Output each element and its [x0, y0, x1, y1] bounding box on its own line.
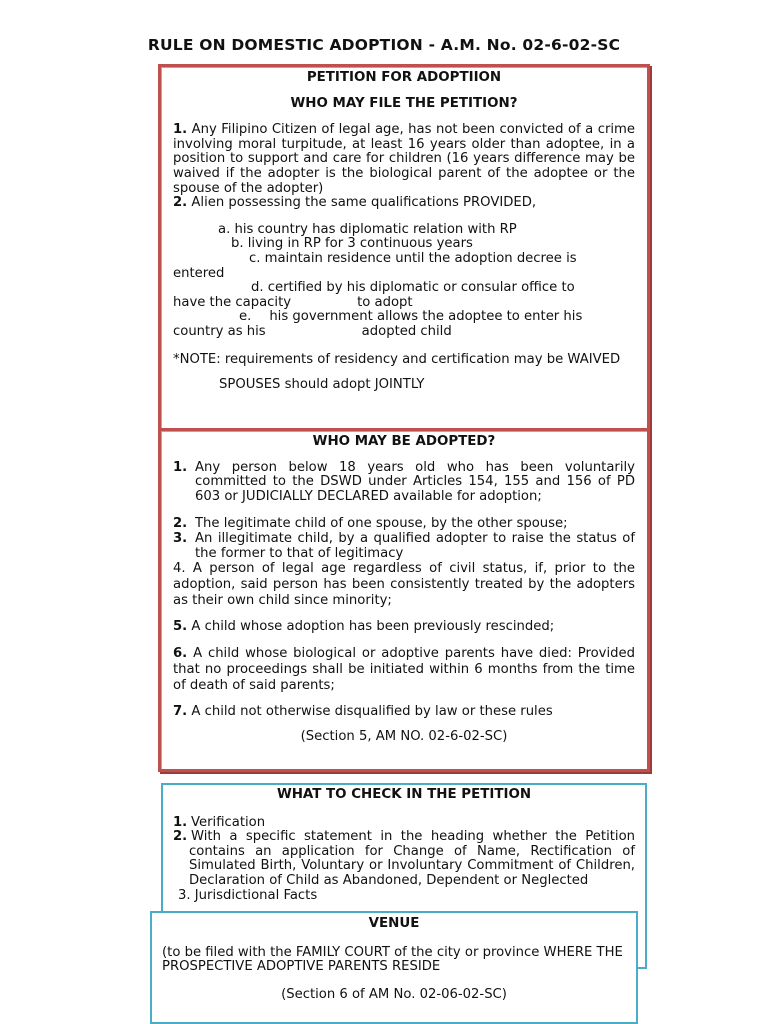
condition-e — [173, 310, 635, 325]
who-may-be-adopted-heading: WHO MAY BE ADOPTED? — [312, 434, 496, 449]
condition-e-part2: adopted child — [361, 323, 452, 339]
condition-c-cont: entered — [173, 265, 225, 281]
item-number: 2. — [173, 516, 188, 532]
petition-box — [158, 64, 650, 432]
adopted-item-4: 4. A person of legal age regardless of civil status, if, prior to the adoption, said person has been consistently treated by the adopters as their own child since minority; — [173, 561, 635, 609]
spouses-note: SPOUSES should adopt JOINTLY — [219, 376, 425, 392]
item-number: 2. — [173, 195, 188, 211]
condition-e-text: his government allows the adoptee to enter his — [269, 309, 583, 325]
item-text: A child whose adoption has been previously rescinded; — [191, 619, 555, 635]
item-text: Any person below 18 years old who has been voluntarily committed to the DSWD under Articles 154, 155 and 156 of PD 603 or JUDICIALLY DECLARED available for adoption; — [195, 459, 635, 504]
who-may-be-adopted-box — [158, 428, 650, 772]
petition-item-2 — [173, 196, 635, 211]
item-text: An illegitimate child, by a qualified adopter to raise the status of the former to that of legitimacy — [195, 530, 635, 561]
who-may-file-heading: WHO MAY FILE THE PETITION? — [290, 95, 518, 111]
adopted-item-5 — [173, 620, 635, 635]
condition-d-part1: have the capacity — [173, 294, 292, 310]
condition-c: c. maintain residence until the adoption decree is — [249, 250, 577, 266]
venue-box — [150, 911, 638, 1024]
condition-a: a. his country has diplomatic relation with RP — [218, 221, 517, 237]
venue-heading: VENUE — [368, 916, 420, 931]
condition-d-part2: to adopt — [357, 294, 413, 310]
item-number: 1. — [173, 122, 188, 138]
section-5-citation: (Section 5, AM NO. 02-6-02-SC) — [300, 729, 508, 745]
item-number: 3. — [173, 530, 188, 546]
item-text: Any Filipino Citizen of legal age, has not been convicted of a crime involving moral turpitude, at least 16 years older than adoptee, in a position to support and care for children (16 years difference may be waived if the adopter is the biological parent of the adoptee or the spouse of the adopter) — [173, 122, 635, 196]
condition-e-letter: e. — [239, 309, 252, 325]
section-6-citation: (Section 6 of AM No. 02-06-02-SC) — [281, 986, 507, 1002]
adopted-item-2 — [173, 517, 635, 532]
check-item-3: 3. Jurisdictional Facts — [178, 887, 318, 903]
condition-d: d. certified by his diplomatic or consular office to — [251, 280, 575, 296]
adopted-item-7 — [173, 705, 635, 720]
item-number: 2. — [173, 829, 188, 845]
check-item-2 — [173, 830, 635, 888]
item-number: 7. — [173, 703, 188, 719]
item-text: With a specific statement in the heading whether the Petition contains an application for Change of Name, Rectification of Simulated Birth, Voluntary or Involuntary Commitment of Children, Declaration of Child as Abandoned, Dependent or Neglected — [189, 829, 635, 888]
item-text: A child not otherwise disqualified by law or these rules — [191, 703, 553, 719]
item-number: 1. — [173, 459, 188, 475]
condition-b: b. living in RP for 3 continuous years — [231, 236, 473, 252]
document-title: RULE ON DOMESTIC ADOPTION - A.M. No. 02-6-02-SC — [147, 36, 621, 54]
condition-e-part1: country as his — [173, 323, 266, 339]
condition-e-cont — [173, 325, 635, 340]
adopted-item-3 — [173, 532, 635, 561]
condition-d-cont — [173, 296, 635, 311]
petition-heading: PETITION FOR ADOPTIION — [306, 70, 502, 85]
item-text: A child whose biological or adoptive parents have died: Provided that no proceedings shall be initiated within 6 months from the time of death of said parents; — [173, 645, 635, 693]
alien-conditions — [173, 223, 635, 340]
item-text: Verification — [191, 814, 266, 830]
item-text: Alien possessing the same qualifications PROVIDED, — [191, 195, 537, 211]
item-number: 6. — [173, 645, 188, 661]
petition-item-1 — [173, 123, 635, 196]
item-number: 5. — [173, 619, 188, 635]
venue-text: (to be filed with the FAMILY COURT of the city or province WHERE THE PROSPECTIVE ADOPTIVE PARENTS RESIDE — [162, 944, 623, 975]
item-number: 1. — [173, 814, 188, 830]
waiver-note: *NOTE: requirements of residency and certification may be WAIVED — [173, 351, 621, 367]
item-text: The legitimate child of one spouse, by the other spouse; — [195, 516, 568, 532]
adopted-item-6 — [173, 646, 635, 694]
what-to-check-heading: WHAT TO CHECK IN THE PETITION — [276, 787, 532, 802]
adopted-item-1 — [173, 461, 635, 505]
check-item-1 — [173, 816, 635, 831]
